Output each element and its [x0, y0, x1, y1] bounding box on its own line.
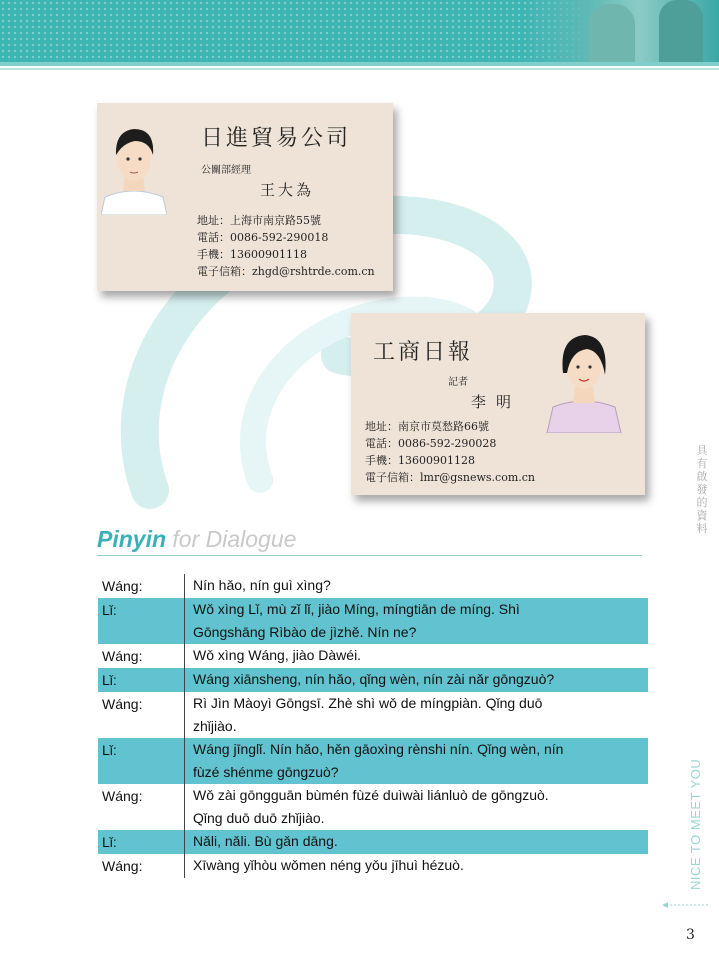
speaker: Wáng: — [102, 788, 143, 804]
dialogue-line: Nín hǎo, nín guì xìng? — [193, 577, 331, 593]
dialogue-text — [184, 574, 648, 598]
top-banner — [0, 0, 719, 62]
dialogue-text — [184, 644, 648, 668]
dialogue-text — [184, 784, 648, 830]
dialogue-row — [98, 668, 648, 692]
speaker: Wáng: — [102, 696, 143, 712]
contact-info — [365, 418, 535, 486]
heading-word-dialogue: for Dialogue — [172, 526, 297, 552]
person-name: 李明 — [471, 393, 522, 411]
dialogue-line: zhǐjiào. — [193, 718, 237, 734]
company-name: 工商日報 — [373, 340, 474, 365]
person-name: 王大為 — [260, 181, 315, 199]
dialogue-line: Gōngshāng Rìbào de jìzhě. Nín ne? — [193, 624, 417, 640]
page-number: 3 — [686, 927, 695, 943]
heading-divider — [97, 555, 642, 556]
dialogue-row — [98, 854, 648, 878]
woman-avatar-icon — [541, 321, 625, 433]
email: 電子信箱：zhgd@rshtrde.com.cn — [197, 265, 375, 278]
dialogue-row — [98, 830, 648, 854]
banner-stripe — [0, 62, 719, 66]
dialogue-text — [184, 668, 648, 692]
dialogue-row — [98, 644, 648, 668]
dialogue-row — [98, 784, 648, 830]
dialogue-table — [98, 574, 648, 878]
phone: 電話：0086-592-290018 — [197, 231, 329, 244]
dialogue-line: Rì Jìn Màoyì Gōngsī. Zhè shì wǒ de míngpiàn. Qǐng duō — [193, 695, 543, 711]
speaker: Wáng: — [102, 858, 143, 874]
company-name: 日進貿易公司 — [201, 126, 352, 151]
dialogue-text — [184, 830, 648, 854]
dialogue-line: Wǒ xìng Wáng, jiào Dàwéi. — [193, 647, 362, 663]
speaker: Lǐ: — [102, 834, 117, 850]
mobile: 手機：13600901118 — [197, 248, 307, 261]
email: 電子信箱：lmr@gsnews.com.cn — [365, 471, 536, 484]
address: 地址：上海市南京路55號 — [197, 214, 321, 227]
address: 地址：南京市莫愁路66號 — [365, 420, 489, 433]
dialogue-text — [184, 598, 648, 644]
side-caption-chinese: 具有啟發的資料 — [696, 445, 708, 535]
speaker: Wáng: — [102, 578, 143, 594]
dialogue-row — [98, 598, 648, 644]
banner-figure — [659, 0, 703, 62]
mobile: 手機：13600901128 — [365, 454, 475, 467]
dialogue-text — [184, 692, 648, 738]
man-avatar-icon — [101, 115, 167, 215]
dialogue-row — [98, 692, 648, 738]
dialogue-text — [184, 854, 648, 878]
side-chapter-title: NICE TO MEET YOU — [688, 758, 703, 890]
banner-figure — [589, 4, 635, 62]
business-card-li — [351, 313, 645, 495]
job-title: 公關部經理 — [201, 165, 251, 176]
speaker: Lǐ: — [102, 672, 117, 688]
dialogue-line: Wǒ xìng Lǐ, mù zǐ lǐ, jiào Míng, míngtiān de míng. Shì — [193, 601, 520, 617]
dialogue-line: fùzé shénme gōngzuò? — [193, 764, 339, 780]
dialogue-line: Nǎli, nǎli. Bù gǎn dāng. — [193, 833, 338, 849]
dialogue-row — [98, 738, 648, 784]
arrow-left-icon — [662, 902, 710, 908]
job-title: 記者 — [448, 377, 468, 388]
heading-word-pinyin: Pinyin — [97, 526, 167, 552]
dialogue-line: Xīwàng yǐhòu wǒmen néng yǒu jīhuì hézuò. — [193, 857, 464, 873]
banner-photo — [519, 0, 719, 62]
dialogue-line: Wáng xiānsheng, nín hǎo, qǐng wèn, nín zài nǎr gōngzuò? — [193, 671, 555, 687]
dialogue-row — [98, 574, 648, 598]
speaker: Wáng: — [102, 648, 143, 664]
speaker: Lǐ: — [102, 602, 117, 618]
dialogue-line: Qǐng duō duō zhǐjiào. — [193, 810, 325, 826]
business-card-wang — [97, 103, 393, 291]
phone: 電話：0086-592-290028 — [365, 437, 497, 450]
dialogue-line: Wǒ zài gōngguān bùmén fùzé duìwài liánluò de gōngzuò. — [193, 787, 549, 803]
dialogue-line: Wáng jīnglǐ. Nín hǎo, hěn gāoxìng rènshi nín. Qǐng wèn, nín — [193, 741, 564, 757]
banner-stripe — [0, 68, 719, 70]
contact-info — [197, 212, 375, 280]
dialogue-text — [184, 738, 648, 784]
speaker: Lǐ: — [102, 742, 117, 758]
section-heading — [97, 526, 296, 553]
